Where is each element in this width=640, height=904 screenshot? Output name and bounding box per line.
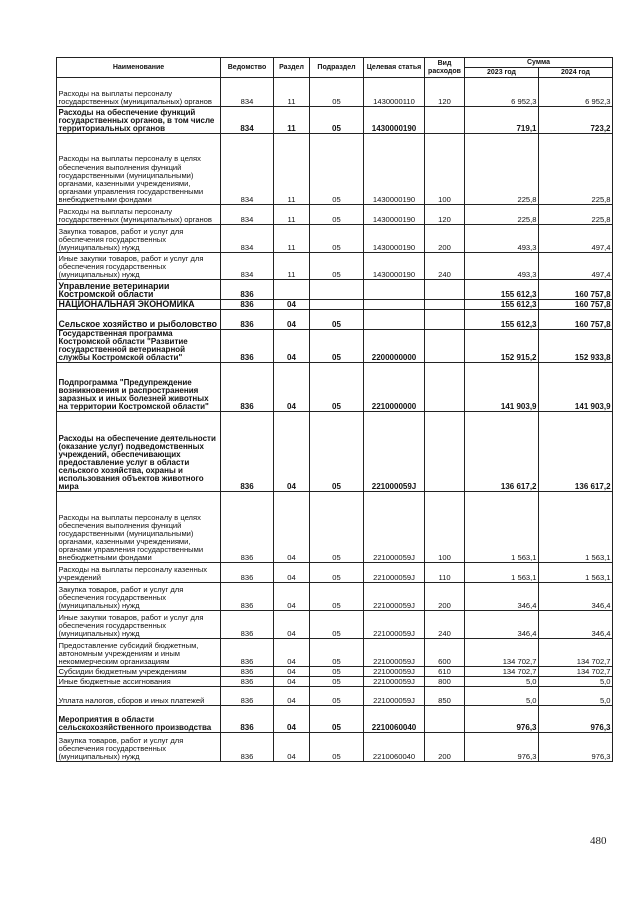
row-target xyxy=(364,310,425,330)
table-row xyxy=(57,310,613,330)
row-name: Закупка товаров, работ и услуг для обеспечения государственных (муниципальных) нужд xyxy=(57,583,221,611)
row-section: 04 xyxy=(274,412,310,492)
row-2024: 160 757,8 xyxy=(539,310,613,330)
row-dept: 836 xyxy=(221,310,274,330)
row-section: 04 xyxy=(274,330,310,363)
row-2023: 155 612,3 xyxy=(465,280,539,300)
row-target: 2210060040 xyxy=(364,733,425,762)
row-dept: 836 xyxy=(221,300,274,310)
row-kind xyxy=(425,310,465,330)
row-target: 1430000190 xyxy=(364,225,425,253)
row-target: 1430000110 xyxy=(364,78,425,107)
row-2023: 141 903,9 xyxy=(465,363,539,412)
row-2024: 134 702,7 xyxy=(539,639,613,667)
row-name: Расходы на обеспечение деятельности (оказание услуг) подведомственных учреждений, обеспечивающих предоставление услуг в области сельского хозяйства, охраны и использования объектов животного мира xyxy=(57,412,221,492)
row-section: 04 xyxy=(274,300,310,310)
row-target: 221000059J xyxy=(364,563,425,583)
row-dept: 836 xyxy=(221,639,274,667)
row-name: Расходы на выплаты персоналу в целях обеспечения выполнения функций государственными (муниципальными) органами, казенными учреждениями, органами управления государственными внебюджетными фондами xyxy=(57,492,221,563)
table-row xyxy=(57,300,613,310)
row-dept: 836 xyxy=(221,492,274,563)
row-2024: 152 933,8 xyxy=(539,330,613,363)
row-section: 04 xyxy=(274,583,310,611)
row-target: 2210060040 xyxy=(364,706,425,733)
header-name: Наименование xyxy=(57,58,221,78)
row-name: Расходы на выплаты персоналу государственных (муниципальных) органов xyxy=(57,78,221,107)
row-section: 11 xyxy=(274,205,310,225)
table-row xyxy=(57,134,613,205)
row-2024: 134 702,7 xyxy=(539,667,613,677)
table-row xyxy=(57,677,613,687)
table-row xyxy=(57,225,613,253)
row-2024: 160 757,8 xyxy=(539,280,613,300)
row-2023: 155 612,3 xyxy=(465,300,539,310)
row-dept: 834 xyxy=(221,225,274,253)
row-2023: 719,1 xyxy=(465,107,539,134)
row-2024: 723,2 xyxy=(539,107,613,134)
row-kind: 600 xyxy=(425,639,465,667)
row-target: 2210000000 xyxy=(364,363,425,412)
row-dept: 836 xyxy=(221,563,274,583)
row-target: 221000059J xyxy=(364,639,425,667)
row-name: Расходы на выплаты персоналу казенных учреждений xyxy=(57,563,221,583)
row-dept: 836 xyxy=(221,687,274,706)
row-kind: 120 xyxy=(425,205,465,225)
row-2024: 225,8 xyxy=(539,205,613,225)
row-target: 221000059J xyxy=(364,583,425,611)
row-kind xyxy=(425,280,465,300)
row-target: 221000059J xyxy=(364,412,425,492)
row-kind xyxy=(425,363,465,412)
row-name: Уплата налогов, сборов и иных платежей xyxy=(57,687,221,706)
row-kind: 240 xyxy=(425,611,465,639)
row-2023: 976,3 xyxy=(465,733,539,762)
row-dept: 836 xyxy=(221,363,274,412)
header-target: Целевая статья xyxy=(364,58,425,78)
row-section: 04 xyxy=(274,639,310,667)
table-row xyxy=(57,706,613,733)
row-dept: 836 xyxy=(221,706,274,733)
row-dept: 834 xyxy=(221,107,274,134)
row-subsection: 05 xyxy=(310,225,364,253)
row-subsection: 05 xyxy=(310,667,364,677)
row-name: Сельское хозяйство и рыболовство xyxy=(57,310,221,330)
row-name: Иные закупки товаров, работ и услуг для обеспечения государственных (муниципальных) нужд xyxy=(57,253,221,280)
row-dept: 836 xyxy=(221,733,274,762)
row-2023: 346,4 xyxy=(465,611,539,639)
row-section: 04 xyxy=(274,310,310,330)
row-section: 04 xyxy=(274,611,310,639)
row-subsection: 05 xyxy=(310,677,364,687)
table-row xyxy=(57,363,613,412)
table-row xyxy=(57,583,613,611)
row-subsection: 05 xyxy=(310,492,364,563)
row-section: 04 xyxy=(274,687,310,706)
row-subsection xyxy=(310,300,364,310)
row-2024: 5,0 xyxy=(539,677,613,687)
row-2023: 6 952,3 xyxy=(465,78,539,107)
row-kind: 120 xyxy=(425,78,465,107)
row-name: Расходы на выплаты персоналу в целях обеспечения выполнения функций государственными (муниципальными) органами, казенными учреждениями, органами управления государственными внебюджетными фондами xyxy=(57,134,221,205)
row-2024: 5,0 xyxy=(539,687,613,706)
row-section: 04 xyxy=(274,492,310,563)
row-kind: 110 xyxy=(425,563,465,583)
table-row xyxy=(57,330,613,363)
row-subsection: 05 xyxy=(310,706,364,733)
row-dept: 836 xyxy=(221,330,274,363)
row-kind: 240 xyxy=(425,253,465,280)
row-kind: 850 xyxy=(425,687,465,706)
row-2024: 976,3 xyxy=(539,706,613,733)
row-kind: 610 xyxy=(425,667,465,677)
row-section: 04 xyxy=(274,733,310,762)
row-name: Мероприятия в области сельскохозяйственного производства xyxy=(57,706,221,733)
row-2024: 141 903,9 xyxy=(539,363,613,412)
row-subsection: 05 xyxy=(310,205,364,225)
row-section: 04 xyxy=(274,667,310,677)
row-2024: 160 757,8 xyxy=(539,300,613,310)
row-dept: 836 xyxy=(221,280,274,300)
row-kind xyxy=(425,107,465,134)
row-target: 221000059J xyxy=(364,492,425,563)
table-row xyxy=(57,687,613,706)
row-name: Расходы на обеспечение функций государственных органов, в том числе территориальных органов xyxy=(57,107,221,134)
row-subsection: 05 xyxy=(310,611,364,639)
row-subsection: 05 xyxy=(310,639,364,667)
page-number: 480 xyxy=(590,835,607,847)
row-2024: 346,4 xyxy=(539,611,613,639)
row-subsection: 05 xyxy=(310,563,364,583)
row-2023: 134 702,7 xyxy=(465,639,539,667)
row-section: 11 xyxy=(274,107,310,134)
table-row xyxy=(57,78,613,107)
row-subsection: 05 xyxy=(310,412,364,492)
row-name: Иные бюджетные ассигнования xyxy=(57,677,221,687)
row-2024: 225,8 xyxy=(539,134,613,205)
row-2023: 225,8 xyxy=(465,134,539,205)
table-row xyxy=(57,412,613,492)
row-2023: 155 612,3 xyxy=(465,310,539,330)
row-2023: 1 563,1 xyxy=(465,563,539,583)
row-dept: 834 xyxy=(221,205,274,225)
row-2023: 136 617,2 xyxy=(465,412,539,492)
row-2024: 976,3 xyxy=(539,733,613,762)
row-2023: 1 563,1 xyxy=(465,492,539,563)
row-subsection: 05 xyxy=(310,310,364,330)
row-subsection: 05 xyxy=(310,687,364,706)
row-name: Государственная программа Костромской области "Развитие государственной ветеринарной службы Костромской области" xyxy=(57,330,221,363)
row-kind: 800 xyxy=(425,677,465,687)
row-subsection: 05 xyxy=(310,134,364,205)
header-subsection: Подраздел xyxy=(310,58,364,78)
row-section: 11 xyxy=(274,253,310,280)
row-2023: 976,3 xyxy=(465,706,539,733)
header-2024: 2024 год xyxy=(539,68,613,78)
row-dept: 834 xyxy=(221,253,274,280)
row-target: 221000059J xyxy=(364,611,425,639)
table-row xyxy=(57,280,613,300)
row-subsection: 05 xyxy=(310,363,364,412)
row-name: Закупка товаров, работ и услуг для обеспечения государственных (муниципальных) нужд xyxy=(57,225,221,253)
row-subsection xyxy=(310,280,364,300)
row-subsection: 05 xyxy=(310,253,364,280)
row-target xyxy=(364,300,425,310)
row-kind: 200 xyxy=(425,583,465,611)
row-target: 2200000000 xyxy=(364,330,425,363)
header-dept: Ведомство xyxy=(221,58,274,78)
row-name: Подпрограмма "Предупреждение возникновения и распространения заразных и иных болезней животных на территории Костромской области" xyxy=(57,363,221,412)
row-section: 11 xyxy=(274,225,310,253)
table-row xyxy=(57,667,613,677)
row-subsection: 05 xyxy=(310,583,364,611)
row-name: НАЦИОНАЛЬНАЯ ЭКОНОМИКА xyxy=(57,300,221,310)
row-kind: 100 xyxy=(425,134,465,205)
row-section: 11 xyxy=(274,134,310,205)
row-target xyxy=(364,280,425,300)
row-dept: 836 xyxy=(221,667,274,677)
row-2023: 493,3 xyxy=(465,253,539,280)
row-section: 04 xyxy=(274,706,310,733)
header-kind: Вид расходов xyxy=(425,58,465,78)
row-target: 1430000190 xyxy=(364,134,425,205)
row-section: 04 xyxy=(274,677,310,687)
row-dept: 836 xyxy=(221,583,274,611)
header-section: Раздел xyxy=(274,58,310,78)
row-2023: 493,3 xyxy=(465,225,539,253)
row-dept: 836 xyxy=(221,611,274,639)
header-sum: Сумма xyxy=(465,58,613,68)
row-section xyxy=(274,280,310,300)
row-target: 221000059J xyxy=(364,677,425,687)
row-2023: 134 702,7 xyxy=(465,667,539,677)
row-name: Управление ветеринарии Костромской области xyxy=(57,280,221,300)
row-kind xyxy=(425,330,465,363)
row-section: 04 xyxy=(274,363,310,412)
row-2024: 1 563,1 xyxy=(539,563,613,583)
row-kind: 100 xyxy=(425,492,465,563)
row-2024: 497,4 xyxy=(539,253,613,280)
row-name: Расходы на выплаты персоналу государственных (муниципальных) органов xyxy=(57,205,221,225)
row-dept: 836 xyxy=(221,412,274,492)
row-target: 1430000190 xyxy=(364,253,425,280)
row-2024: 136 617,2 xyxy=(539,412,613,492)
row-kind xyxy=(425,412,465,492)
row-kind: 200 xyxy=(425,225,465,253)
row-dept: 834 xyxy=(221,134,274,205)
row-section: 04 xyxy=(274,563,310,583)
row-subsection: 05 xyxy=(310,78,364,107)
row-2023: 346,4 xyxy=(465,583,539,611)
table-row xyxy=(57,563,613,583)
table-row xyxy=(57,205,613,225)
table-row xyxy=(57,492,613,563)
row-name: Иные закупки товаров, работ и услуг для обеспечения государственных (муниципальных) нужд xyxy=(57,611,221,639)
row-target: 1430000190 xyxy=(364,205,425,225)
row-kind xyxy=(425,706,465,733)
row-2024: 6 952,3 xyxy=(539,78,613,107)
row-2024: 346,4 xyxy=(539,583,613,611)
table-row xyxy=(57,611,613,639)
row-2023: 225,8 xyxy=(465,205,539,225)
row-subsection: 05 xyxy=(310,733,364,762)
table-row xyxy=(57,107,613,134)
table-header xyxy=(57,58,613,78)
row-target: 221000059J xyxy=(364,667,425,677)
row-2023: 5,0 xyxy=(465,677,539,687)
row-dept: 834 xyxy=(221,78,274,107)
row-2024: 1 563,1 xyxy=(539,492,613,563)
budget-table xyxy=(56,57,613,762)
table-row xyxy=(57,733,613,762)
table-row xyxy=(57,253,613,280)
row-dept: 836 xyxy=(221,677,274,687)
row-name: Субсидии бюджетным учреждениям xyxy=(57,667,221,677)
row-section: 11 xyxy=(274,78,310,107)
row-name: Закупка товаров, работ и услуг для обеспечения государственных (муниципальных) нужд xyxy=(57,733,221,762)
row-target: 221000059J xyxy=(364,687,425,706)
row-subsection: 05 xyxy=(310,330,364,363)
row-2024: 497,4 xyxy=(539,225,613,253)
table-body xyxy=(57,78,613,762)
table-row xyxy=(57,639,613,667)
row-name: Предоставление субсидий бюджетным, автономным учреждениям и иным некоммерческим организациям xyxy=(57,639,221,667)
row-subsection: 05 xyxy=(310,107,364,134)
row-target: 1430000190 xyxy=(364,107,425,134)
row-kind xyxy=(425,300,465,310)
row-2023: 5,0 xyxy=(465,687,539,706)
row-2023: 152 915,2 xyxy=(465,330,539,363)
header-2023: 2023 год xyxy=(465,68,539,78)
row-kind: 200 xyxy=(425,733,465,762)
